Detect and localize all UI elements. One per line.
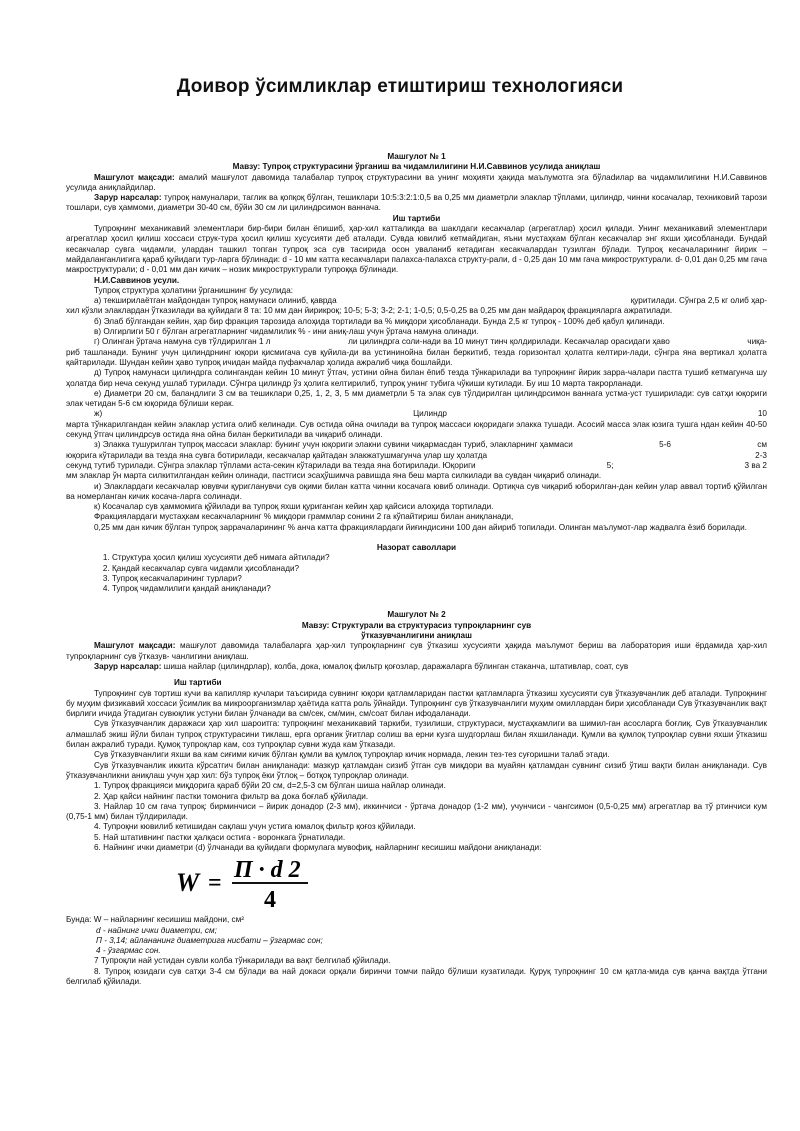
lab2-aim-label: Машгулот мақсади: <box>94 641 176 651</box>
formula-legend <box>66 915 767 956</box>
legend-item: d - найнинг ички диаметри, см; <box>96 925 217 935</box>
lab1-step-z-line3 <box>66 461 767 471</box>
lab1-step-zh-mid: Цилиндр <box>413 409 447 419</box>
document-body <box>66 152 767 987</box>
lab1-procedure-text: Тупроқнинг механикавий элементлари бир-бири билан ёпишиб, ҳар-хил катталикда ва шаклдаги кесакчалар (агрегатлар) ҳосил қилади. Унинг механикавий элементлари агрегатлар ҳосил қилиш хоссаси струк-тура ҳосил қилиш хусусияти деб аталади. Сувда ювилиб кетмайдиган, яъни мустаҳкам бўлган кесакчалар энг яхши ҳисобланади. Бундай кесакчалар сувга чидамли, улардан ташкил топган тупроқ эса сув тасирида осон уваланиб кетадиган кесакчалардан тузилган бўлади. Тупроқ кесачаларининг йирик – майдаланганлигига қараб қуйидаги тур-ларга бўлинади: d - 10 мм катта кесакчалари палахса-палахса структу-рали, d - 0,25 дан 10 мм гача микроструктурали. d- 0,01 дан 0,25 мм гача макроструктурали; d - 0,01 мм дан кичик – нозик микроструктурали тупроққа бўлинади. <box>66 224 767 275</box>
lab1-method-intro: Тупроқ структура ҳолатини ўрганишнинг бу усулида: <box>94 285 294 295</box>
lab1-step-g-right: чиқа- <box>747 337 767 347</box>
lab2-topic-line1: Мавзу: Структурали ва структурасиз тупроқларнинг сув <box>301 620 532 630</box>
lab2-step: 1. Тупроқ фракцияси миқдорига қараб бўйи 20 см, d=2,5-3 см бўлган шиша найлар олинади. <box>94 781 446 791</box>
lab2-tools <box>66 662 767 672</box>
question-item: 4. Тупроқ чидамлилиги қандай аниқланади? <box>112 584 767 594</box>
lab1-step-zh-cont: марта тўнкарилгандан кейин элаклар устига олиб келинади. Сув остида ойна очилади ва тупроқ массаси юқоридаги элакка тушади. Асосий масса элак юзига тушга ндан кейин 40-50 секунд ўтгач цилиндрсув остида яна ойна билан беркитилади ва чиқариб олинади. <box>66 419 767 440</box>
lab1-step-g-cont-a: риб ташланади. Бунинг учун цилиндрнинг юқори <box>66 347 259 357</box>
legend-item: П - 3,14; айлананинг диаметрига нисбати – ўзгармас сон; <box>96 935 323 945</box>
lab1-step-g-mid: ли цилиндрга соли-нади ва 10 минут тинч қолдирилади. Кесакчалар орасидаги ҳаво <box>348 337 670 347</box>
lab2-paragraph-2: Сув ўтказувчанлик даражаси ҳар хил шароитга: тупроқнинг механикавий таркиби, тузилиши, структураси, мустаҳкамлиги ва шимил-ган асосларга боғлиқ. Сув ўтказувчанлик алмашлаб экиш йўли билан тупроқ структурасини тиклаш, ерга органик ўғитлар солиш ва ерни кузга шудгорлаш билан яхшиланади. Қумли ва қумлоқ тупроқлар сувни яхши ўтказиш билан ажралиб туради. Қумоқ тупроқлар кам, соз тупроқлар сувни жуда кам ўтказади. <box>66 719 767 750</box>
lab1-step-z-line2 <box>66 451 767 461</box>
lab2-number: Машгулот № 2 <box>387 610 446 620</box>
lab1-tools <box>66 193 767 214</box>
lab1-number: Машгулот № 1 <box>387 152 446 161</box>
formula-graphic <box>176 857 376 911</box>
lab1-step-z <box>66 440 767 450</box>
lab1-step-zh-right: 10 <box>757 409 767 419</box>
lab2-step: 6. Найнинг ички диаметри (d) ўлчанади ва қуйидаги формулага мувофиқ, найларнинг кесишиш майдони аниқланади: <box>94 843 542 852</box>
lab2-paragraph-3: Сув ўтказувчанлиги яхши ва кам сиғими кичик бўлган қумли ва қумлоқ тупроқлар кичик нормада, лекин тез-тез суғоришни талаб этади. <box>94 750 610 760</box>
lab1-step-e: е) Диаметри 20 см, баландлиги 3 см ва тешиклари 0,25, 1, 2, 3, 5 мм диаметрли 5 та элак сув тўлдирилган цилиндрсимон ваннага устма-уст туширилади: сув сатҳи юқориги элак четидан 5-6 см юқорида бўлиши керак. <box>66 388 767 409</box>
lab2-topic-line2: ўтказувчанлигини аниқлаш <box>361 631 472 641</box>
formula-denominator: 4 <box>264 887 276 912</box>
lab2-step: 3. Найлар 10 см гача тупроқ: бирминчиси – йирик донадор (2-3 мм), иккинчиси - ўртача донадор (1-2 мм), учунчиси - чангсимон (0,5-0,25 мм) агрегатлар ва тў ртинчиси кум (0,75-1 мм) билан тўлдирилади. <box>66 801 767 822</box>
lab1-step-i: и) Элаклардаги кесакчалар ювувчи қуригланувчи сув оқими билан катта чинни косачага ювиб олинади. Ортиқча сув чиқариб юборилган-дан кейин улар аввал тортиб қўйилган ва номерланган кичик косача-ларга солинади. <box>66 481 767 501</box>
lab1-tools-label: Зарур нарсалар: <box>94 193 162 203</box>
lab2-aim-text: машғулот давомида талабаларга ҳар-хил тупроқларнинг сув ўтказиш хусусияти ҳақида маълумот бериш ва лаборатория иши ёрдамида ҳар-хил тупроқларнинг сув ўтказув- чанлигини аниқлаш. <box>66 641 768 661</box>
lab1-step-z-line2-left: юқорига кўтарилади ва тезда яна сувга ботирилади, кесакчалар қайтадан элакжатушмагунча улар шу ҳолатда <box>66 450 488 460</box>
lab1-step-z-cont: мм элаклар ўн марта силкитилгандан кейин олинади, пастгиси эсаҳўшимча равишда яна беш марта силкилади ва сувдан чиқариб олинади. <box>66 471 602 481</box>
lab1-aim <box>66 173 767 194</box>
lab1-step-frac: Фракциялардаги мустаҳкам кесакчаларнинг % миқдори граммлар сонини 2 га кўпайтириш билан аниқланади, <box>94 512 514 522</box>
lab1-method-title: Н.И.Саввинов усули. <box>94 275 180 285</box>
lab1-step-last: 0,25 мм дан кичик бўлган тупроқ заррачаларининг % анча катта фракциялардаги йиғиндисини 100 дан айириб топилади. Олинган маълумот-лар жадвалга ёзиб борилади. <box>94 522 747 532</box>
lab1-step-g-left: г) Олинган ўртача намуна сув тўлдирилган 1 л <box>94 337 271 347</box>
lab2-paragraph-1: Тупроқнинг сув тортиш кучи ва капилляр кучлари таъсирида сувнинг юқори қатламларидан пастки қатламларга ўтказиш хусусияти сув ўтказувчанлик деб аталади. Тупроқнинг бу муҳим физикавий хоссаси ўсимлик ва микроорганизмлар ҳаётида катта роль ўйнайди. Тупроқнинг сув ўтказувчанлиги муҳим омиллардан бири ҳисобланади Сув ўтказувчанлик вақт бирлиги ичида ўтадиган сувюқлик устуни билан ўлчанади ва см/сек, см/мин, см/соат билан ифодаланади. <box>66 688 767 719</box>
lab1-tools-text: тупроқ намуналари, таглик ва қопқоқ бўлган, тешиклари 10:5:3:2:1:0,5 ва 0,25 мм диаметрли элаклар тўплами, цилиндр, чинни косачалар, техниковий тарози тошлари, сув ҳаммоми, диаметри 30-40 см, бўйи 30 см ли цилиндрсимон ваннача. <box>66 193 767 213</box>
formula-eq: = <box>208 870 222 897</box>
lab1-step-b: б) Элаб бўлгандан кейин, ҳар бир фракция тарозида алоҳида тортилади ва % миқдори ҳисобланади. Бунда 2,5 кг тупроқ - 100% деб қабул қилинади. <box>94 316 665 326</box>
lab1-topic: Мавзу: Тупроқ структурасини ўрганиш ва чидамлилигини Н.И.Саввинов усулида аниқлаш <box>232 162 601 172</box>
lab1-procedure-title: Иш тартиби <box>392 213 441 223</box>
question-item: 1. Структура ҳосил қилиш хусусияти деб нимага айтилади? <box>112 553 767 563</box>
lab1-step-v: в) Олгирлиги 50 г бўлган агрегатларнинг чидамлилик % - ини аниқ-лаш учун ўртача намуна олинади. <box>94 327 479 337</box>
lab1-aim-label: Машгулот мақсади: <box>94 172 175 182</box>
lab1-step-a-right: қуритилади. Сўнгра 2,5 кг олиб ҳар- <box>630 296 767 306</box>
lab1-step-a <box>66 296 767 306</box>
formula-numerator: П · d 2 <box>234 857 301 884</box>
lab1-step-z-line3-right: 3 ва 2 <box>744 460 767 470</box>
lab2-tools-text: шиша найлар (цилиндрлар), колба, дока, юмалоқ фильтр қоғозлар, даражаларга бўлинган стаканча, штативлар, соат, сув <box>163 661 629 671</box>
area-formula <box>66 857 767 912</box>
lab1-step-z-mid: 5-6 <box>659 440 671 450</box>
lab2-step: 5. Най штативнинг пастки ҳалқаси остига - воронкага ўрнатилади. <box>94 832 346 842</box>
document-title: Доивор ўсимликлар етиштириш технологияси <box>176 76 624 97</box>
lab1-questions-title: Назорат саволлари <box>376 542 457 552</box>
lab2-step-7: 7 Тупроқли най устидан сувли колба тўнкарилади ва вақт белгилаб қўйилади. <box>94 956 391 966</box>
lab2-aim <box>66 641 767 662</box>
question-item: 3. Тупроқ кесакчаларининг турлари? <box>112 574 767 584</box>
legend-item: 4 - ўзгармас сон. <box>96 946 161 956</box>
lab1-step-g-cont <box>66 348 767 369</box>
lab1-step-z-line3-left: секунд тутиб турилади. Сўнгра элаклар тўплами аста-секин кўтарилади ва тезда яна ботирилади. Юқориги <box>66 460 476 470</box>
question-item: 2. Қандай кесакчалар сувга чидамли ҳисобланади? <box>112 564 767 574</box>
legend-item: Бунда: W – найларнинг кесишиш майдони, см² <box>66 915 244 925</box>
lab1-step-z-left: з) Элакка тушурилган тупроқ массаси элаклар: бунинг учун юқориги элакни сувини чиқармасдан туриб, элакларнинг ҳаммаси <box>94 440 573 450</box>
lab1-step-zh-left: ж) <box>94 409 103 419</box>
lab1-step-g <box>66 337 767 347</box>
lab1-step-z-line2-right: 2-3 <box>755 450 767 460</box>
lab2-step-8: 8. Тупроқ юзидаги сув сатҳи 3-4 см бўлади ва най докаси орқали биринчи томчи пайдо бўлиши кузатилади. Қуруқ тупроқнинг 10 см қатла-мида сув қанча вақтда ўтгани белгилаб қўйилади. <box>66 966 767 987</box>
lab2-procedure-title: Иш тартиби <box>174 678 222 688</box>
lab1-step-z-line3-mid: 5; <box>606 460 614 470</box>
lab2-step: 2. Ҳар қайси найнинг пастки томонига фильтр ва дока боғлаб қўйилади. <box>94 791 369 801</box>
lab1-aim-text: амалий машғулот давомида талабалар тупроқ структурасини ва унинг моҳияти ҳақида маълумотга эга бўлadилар ва чидамлилигини Н.И.Саввинов усулида аниқлайдилар. <box>66 172 767 192</box>
lab1-step-a-left: а) текширилаётган майдондан тупроқ намунаси олиниб, қаврда <box>94 296 337 306</box>
lab1-step-a-cont: хил кўзли элаклардан ўтказилади ва қуйидаги 8 та: 10 мм дан йирикроқ; 10-5; 5-3; 3-2; 2-1; 1-0,5; 0,5-0,25 ва 0,25 мм дан майдароқ фракцияларга ажратилади. <box>66 306 673 316</box>
lab2-step: 4. Тупроқни кювилиб кетишидан сақлаш учун устига юмалоқ фильтр қоғоз қўйилади. <box>94 822 416 832</box>
lab1-step-zh <box>66 409 767 419</box>
lab1-step-k: к) Косачалар сув ҳаммомига қўйилади ва тупроқ яхши қуриганган кейин ҳар қайсиси алоҳида тортилади. <box>94 502 494 512</box>
spacer <box>66 533 767 543</box>
formula-lhs: W <box>176 868 200 898</box>
lab1-step-g-cont-b: қисмигача сув қуйила-ди ва устининойна билан беркитиб, тезда горизонтал ҳолатга келтири-лади, сўнгра яна вертикал ҳолатга қайтарилади. Шундан кейин ҳаво тупроқ ичидан майда пуфакчалар ҳолида ажралиб чиқа бошлайди. <box>66 347 767 367</box>
lab1-step-z-right: см <box>757 440 767 450</box>
lab1-step-d: д) Тупроқ намунаси цилиндрга солингандан кейин 10 минут ўтгач, устини ойна билан ёпиб тезда тўнкарилади ва тупроқнинг йирик зарра-чалари пастга тушиб кетмагунча шу ҳолатда бир неча секунд ушлаб турилади. Сўнгра цилиндр ўз ҳолига келтирилиб, тупроқ унинг тубига чўкиши кутилади. Бу иш 10 марта такрорланади. <box>66 368 767 388</box>
lab2-paragraph-4: Сув ўтказувчанлик иккита кўрсатгич билан аниқланади: мазкур қатламдан сизиб ўтган сув миқдори ва муайян қатламдан сувнинг сизиб ўтиш вақти билан аниқланади. Сув ўтказувчанликни аниқлаш учун ҳар хил: бўз тупроқ ёки ўтлоқ – ботқоқ тупроқлар олинади. <box>66 760 767 780</box>
spacer <box>66 594 767 610</box>
lab1-questions-list <box>66 553 767 594</box>
lab2-tools-label: Зарур нарсалар: <box>94 661 162 671</box>
